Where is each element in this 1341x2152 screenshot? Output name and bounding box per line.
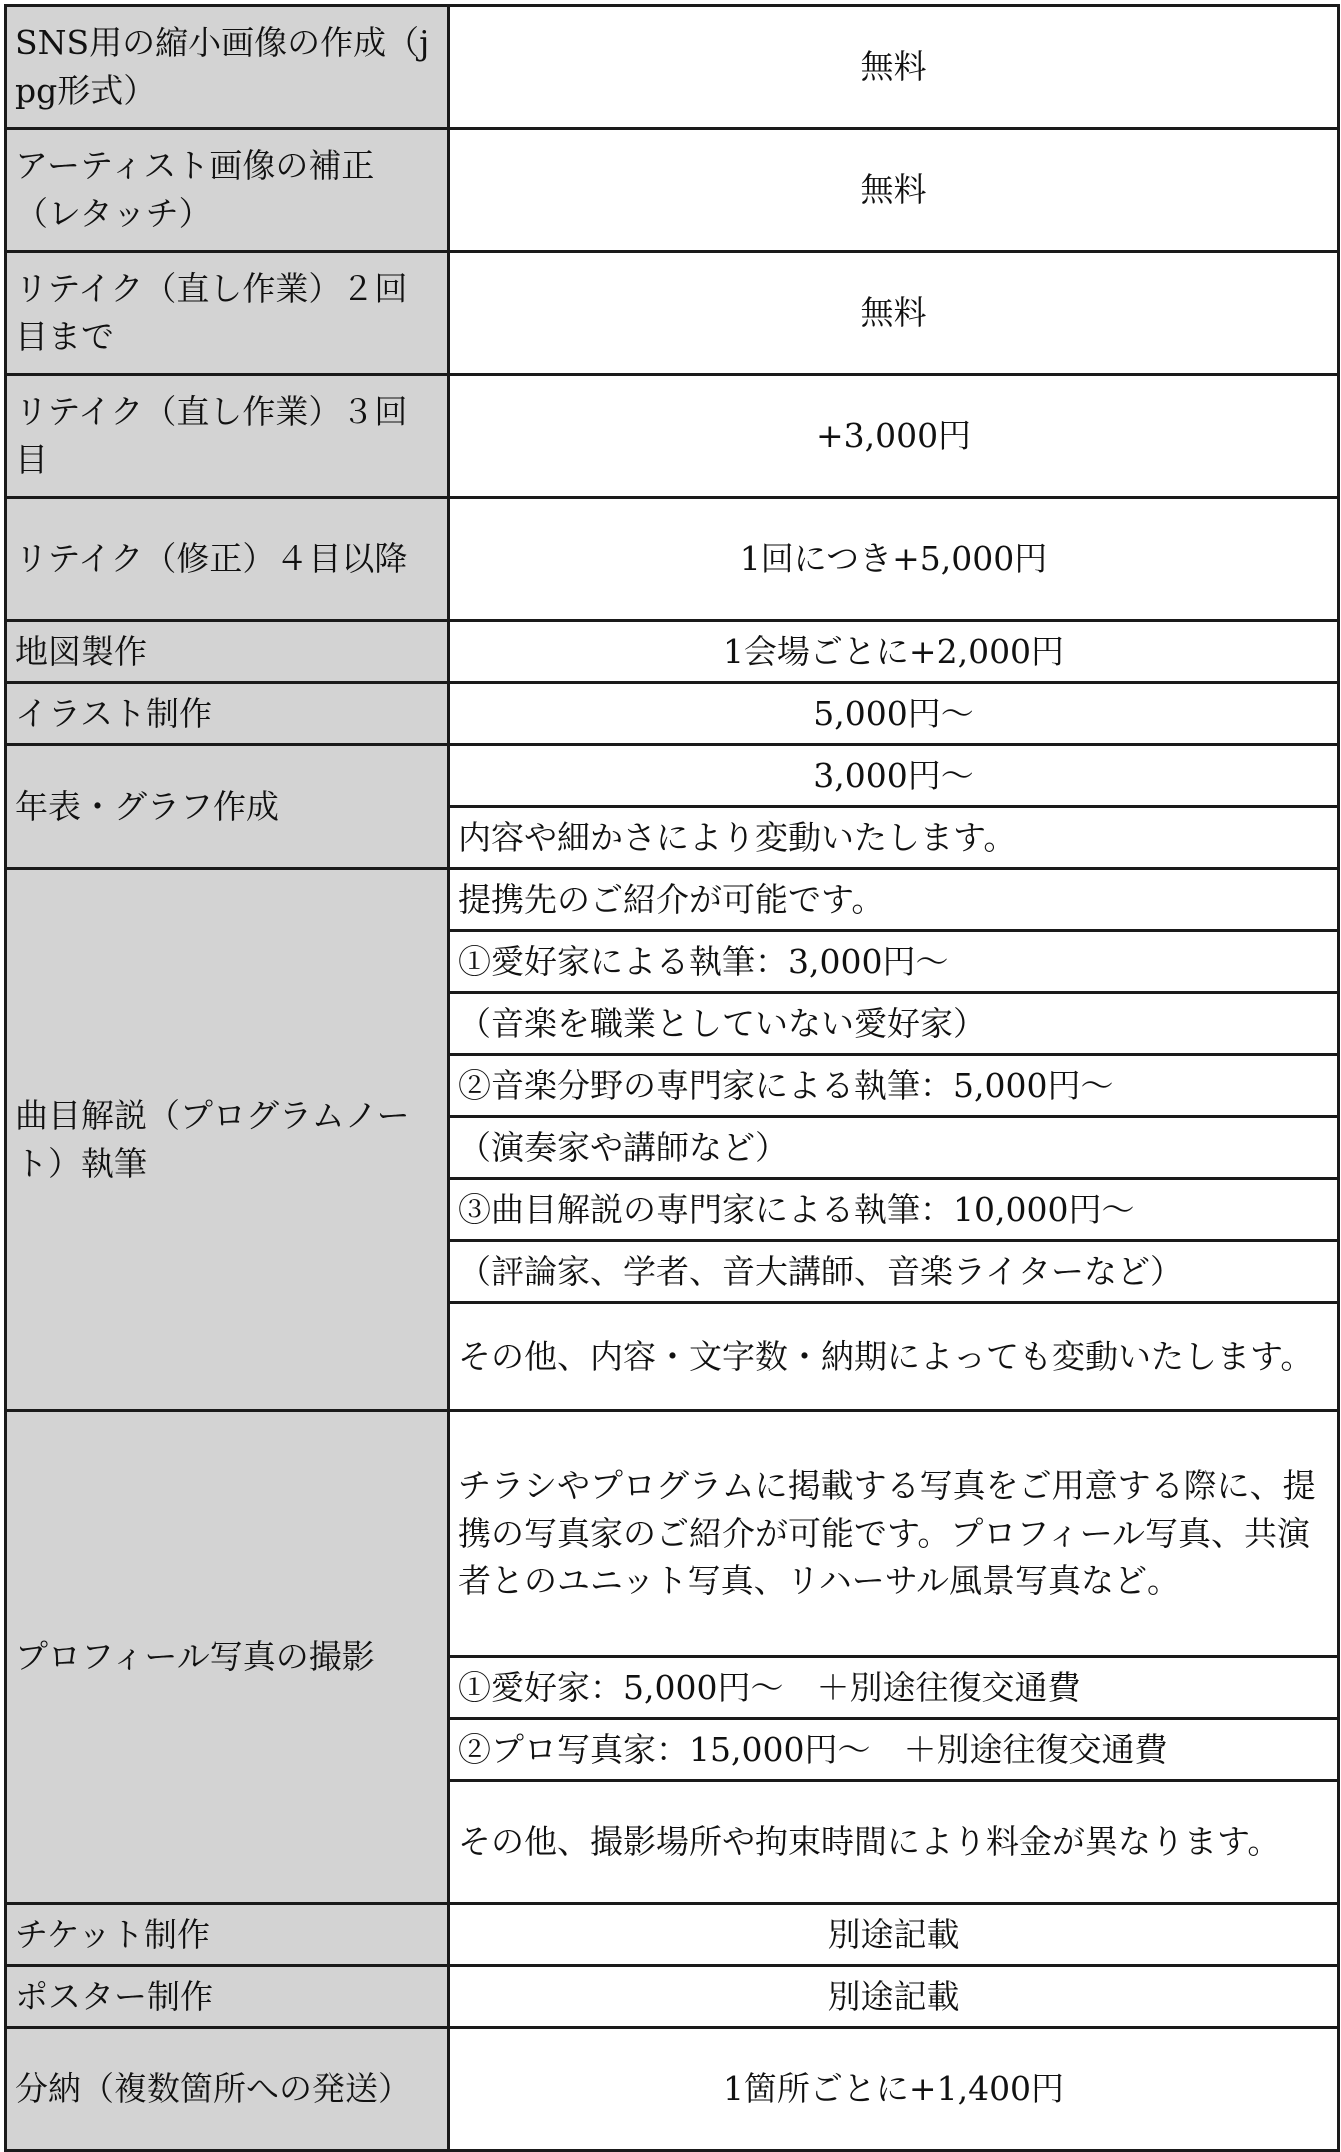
table-row: [6, 375, 1339, 498]
row-value-program-notes-3: ③曲目解説の専門家による執筆：10,000円〜: [449, 1179, 1339, 1241]
table-row: [6, 2028, 1339, 2151]
table-row: [6, 621, 1339, 683]
row-label-split-shipping: 分納（複数箇所への発送）: [6, 2028, 449, 2151]
table-row: [6, 745, 1339, 807]
row-value-program-notes-other: その他、内容・文字数・納期によっても変動いたします。: [449, 1303, 1339, 1411]
row-value-program-notes-1-note: （音楽を職業としていない愛好家）: [449, 993, 1339, 1055]
row-value-program-notes-2-note: （演奏家や講師など）: [449, 1117, 1339, 1179]
row-label-artist-retouch: アーティスト画像の補正（レタッチ）: [6, 129, 449, 252]
table-row: [6, 498, 1339, 621]
row-value-retake-2: 無料: [449, 252, 1339, 375]
row-label-poster: ポスター制作: [6, 1966, 449, 2028]
row-value-profile-photo-other: その他、撮影場所や拘束時間により料金が異なります。: [449, 1781, 1339, 1904]
row-value-ticket: 別途記載: [449, 1904, 1339, 1966]
table-row: [6, 252, 1339, 375]
row-value-sns-image: 無料: [449, 6, 1339, 129]
row-value-program-notes-intro: 提携先のご紹介が可能です。: [449, 869, 1339, 931]
row-label-illustration: イラスト制作: [6, 683, 449, 745]
row-label-profile-photo: プロフィール写真の撮影: [6, 1411, 449, 1904]
row-value-profile-photo-2: ②プロ写真家：15,000円〜 ＋別途往復交通費: [449, 1719, 1339, 1781]
table-row: [6, 1411, 1339, 1657]
row-label-retake-3: リテイク（直し作業）３回目: [6, 375, 449, 498]
row-value-illustration: 5,000円〜: [449, 683, 1339, 745]
row-label-chart: 年表・グラフ作成: [6, 745, 449, 869]
row-label-retake-2: リテイク（直し作業）２回目まで: [6, 252, 449, 375]
table-row: [6, 1904, 1339, 1966]
row-value-profile-photo-1: ①愛好家：5,000円〜 ＋別途往復交通費: [449, 1657, 1339, 1719]
row-value-program-notes-2: ②音楽分野の専門家による執筆：5,000円〜: [449, 1055, 1339, 1117]
row-value-profile-photo-intro: チラシやプログラムに掲載する写真をご用意する際に、提携の写真家のご紹介が可能です。プロフィール写真、共演者とのユニット写真、リハーサル風景写真など。: [449, 1411, 1339, 1657]
table-row: [6, 6, 1339, 129]
row-label-sns-image: SNS用の縮小画像の作成（jpg形式）: [6, 6, 449, 129]
row-value-program-notes-3-note: （評論家、学者、音大講師、音楽ライターなど）: [449, 1241, 1339, 1303]
price-table: [4, 4, 1340, 2152]
row-value-artist-retouch: 無料: [449, 129, 1339, 252]
row-value-chart-note: 内容や細かさにより変動いたします。: [449, 807, 1339, 869]
table-row: [6, 869, 1339, 931]
table-row: [6, 1966, 1339, 2028]
row-label-map: 地図製作: [6, 621, 449, 683]
row-label-program-notes: 曲目解説（プログラムノート）執筆: [6, 869, 449, 1411]
table-row: [6, 683, 1339, 745]
row-value-poster: 別途記載: [449, 1966, 1339, 2028]
table-row: [6, 129, 1339, 252]
row-value-retake-3: +3,000円: [449, 375, 1339, 498]
row-label-retake-4: リテイク（修正）４目以降: [6, 498, 449, 621]
row-value-retake-4: 1回につき+5,000円: [449, 498, 1339, 621]
row-value-program-notes-1: ①愛好家による執筆：3,000円〜: [449, 931, 1339, 993]
row-value-split-shipping: 1箇所ごとに+1,400円: [449, 2028, 1339, 2151]
row-value-chart-price: 3,000円〜: [449, 745, 1339, 807]
row-label-ticket: チケット制作: [6, 1904, 449, 1966]
row-value-map: 1会場ごとに+2,000円: [449, 621, 1339, 683]
